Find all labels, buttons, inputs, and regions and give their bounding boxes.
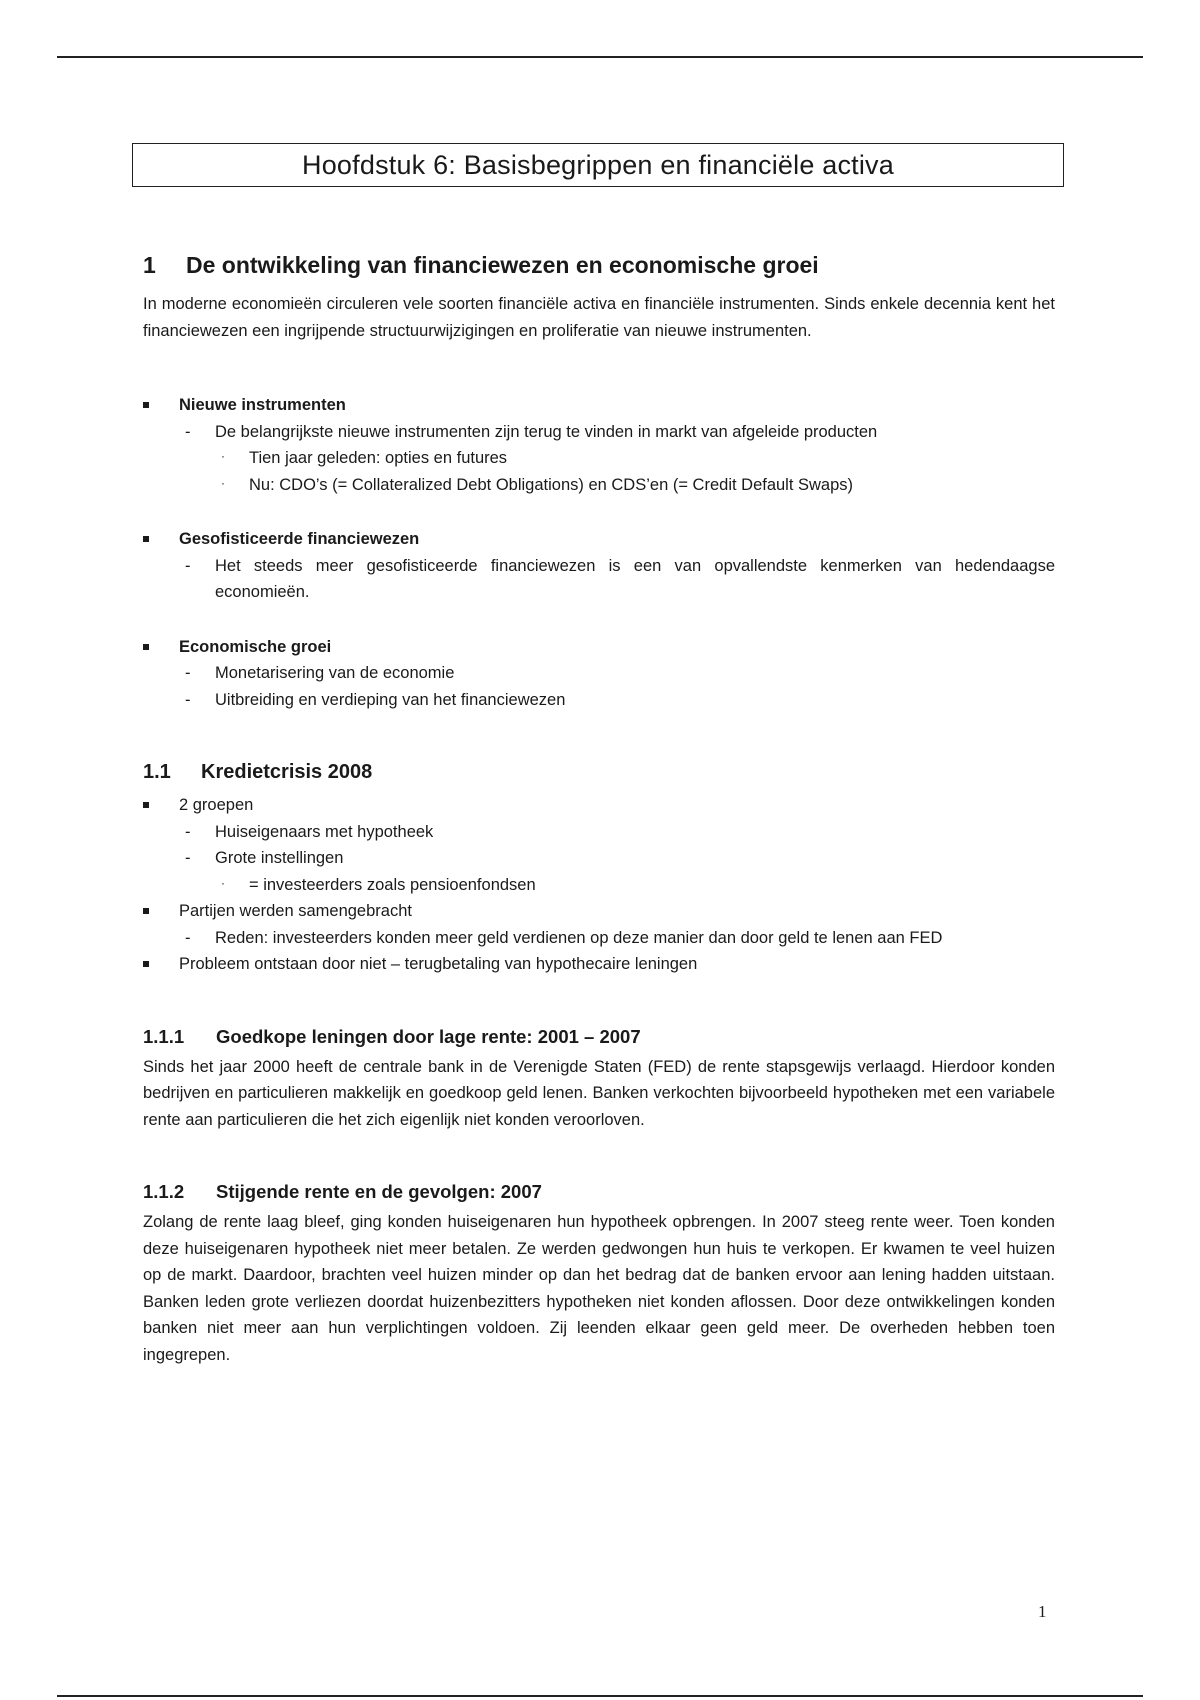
footer-rule — [57, 1695, 1143, 1697]
square-bullet-icon — [143, 908, 149, 914]
bullet-text: Monetarisering van de economie — [215, 664, 455, 682]
list-item — [143, 951, 1055, 978]
section-title: Stijgende rente en de gevolgen: 2007 — [216, 1181, 542, 1202]
section-1-1-2-heading — [143, 1181, 1055, 1203]
bullet-text: Nu: CDO’s (= Collateralized Debt Obligations) en CDS’en (= Credit Default Swaps) — [249, 475, 854, 494]
header-rule — [57, 56, 1143, 58]
bullet-label: Gesofisticeerde financiewezen — [179, 530, 420, 548]
bullet-text: Huiseigenaars met hypotheek — [215, 822, 434, 841]
list-item — [143, 792, 1055, 898]
bullet-text: Uitbreiding en verdieping van het financiewezen — [215, 690, 566, 709]
dash-bullet-icon: - — [185, 822, 191, 841]
section-number: 1.1 — [143, 761, 171, 783]
bullet-label: Probleem ontstaan door niet – terugbetaling van hypothecaire leningen — [179, 955, 698, 973]
section-1-heading — [143, 252, 1055, 279]
square-bullet-icon — [143, 536, 149, 542]
square-bullet-icon — [143, 402, 149, 408]
dot-bullet-icon: · — [221, 875, 225, 890]
chapter-title: Hoofdstuk 6: Basisbegrippen en financiële activa — [132, 143, 1064, 187]
list-item — [179, 925, 1055, 952]
bullet-text: Het steeds meer gesofisticeerde financiewezen is een van opvallendste kenmerken van hedendaagse economieën. — [215, 556, 1055, 601]
dash-bullet-icon: - — [185, 664, 191, 682]
section-1-1-heading — [143, 761, 1055, 784]
section-1-1-1-body: Sinds het jaar 2000 heeft de centrale bank in de Verenigde Staten (FED) de rente stapsgewijs verlaagd. Hierdoor konden bedrijven en particulieren makkelijk en goedkoop geld lenen. Banken verkochten bijvoorbeeld hypotheken met een variabele rente aan particulieren die het zich eigenlijk niet konden veroorloven. — [143, 1057, 1055, 1129]
list-item — [179, 419, 1055, 499]
list-item — [215, 472, 1055, 499]
section-1-list — [143, 392, 1055, 713]
square-bullet-icon — [143, 961, 149, 967]
list-item — [179, 660, 1055, 687]
list-item — [179, 819, 1055, 846]
bullet-text: De belangrijkste nieuwe instrumenten zijn terug te vinden in markt van afgeleide producten — [215, 422, 878, 441]
section-title: Kredietcrisis 2008 — [201, 761, 373, 783]
bullet-label: Nieuwe instrumenten — [179, 396, 346, 414]
section-number: 1 — [143, 252, 156, 278]
dash-bullet-icon: - — [185, 422, 191, 441]
list-item — [179, 845, 1055, 898]
dash-bullet-icon: - — [185, 690, 191, 709]
bullet-label: Partijen werden samengebracht — [179, 902, 412, 920]
page-number: 1 — [1038, 1602, 1047, 1621]
dash-bullet-icon: - — [185, 849, 191, 867]
dot-bullet-icon: · — [221, 475, 225, 490]
bullet-text: Grote instellingen — [215, 849, 344, 867]
list-item — [179, 687, 1055, 714]
section-1-1-1-heading — [143, 1026, 1055, 1048]
dash-bullet-icon: - — [185, 928, 191, 947]
list-item — [215, 872, 1055, 899]
bullet-text: Reden: investeerders konden meer geld verdienen op deze manier dan door geld te lenen aan FED — [215, 928, 943, 947]
square-bullet-icon — [143, 802, 149, 808]
document-body — [143, 252, 1055, 1368]
section-title: Goedkope leningen door lage rente: 2001 – 2007 — [216, 1025, 641, 1047]
section-1-1-list — [143, 792, 1055, 978]
dot-bullet-icon: · — [221, 449, 225, 463]
list-item — [143, 526, 1055, 606]
list-item — [215, 445, 1055, 472]
section-1-1-2-body: Zolang de rente laag bleef, ging konden huiseigenaren hun hypotheek opbrengen. In 2007 steeg rente weer. Toen konden deze huiseigenaren hypotheek niet meer betalen. Ze werden gedwongen hun huis te verkopen. Er kwamen te veel huizen op de markt. Daardoor, brachten veel huizen minder op dan het bedrag dat de banken ervoor aan lening hadden uitstaan. Banken leden grote verliezen doordat huizenbezitters hypotheken niet konden aflossen. Door deze ontwikkelingen konden banken niet meer aan hun verplichtingen voldoen. Zij leenden elkaar geen geld meer. De overheden hebben toen ingegrepen. — [143, 1213, 1055, 1364]
list-item — [143, 634, 1055, 714]
bullet-text: Tien jaar geleden: opties en futures — [249, 449, 508, 467]
bullet-label: 2 groepen — [179, 796, 254, 814]
bullet-text: = investeerders zoals pensioenfondsen — [249, 875, 536, 894]
section-number: 1.1.1 — [143, 1025, 185, 1047]
section-1-intro: In moderne economieën circuleren vele soorten financiële activa en financiële instrumenten. Sinds enkele decennia kent het financiewezen een ingrijpende structuurwijzigingen en proliferatie van nieuwe instrumenten. — [143, 295, 1055, 340]
list-item — [143, 392, 1055, 498]
square-bullet-icon — [143, 644, 149, 650]
bullet-label: Economische groei — [179, 637, 332, 656]
section-number: 1.1.2 — [143, 1181, 185, 1202]
dash-bullet-icon: - — [185, 556, 191, 575]
list-item — [179, 553, 1055, 606]
section-title: De ontwikkeling van financiewezen en economische groei — [186, 252, 819, 278]
list-item — [143, 898, 1055, 951]
